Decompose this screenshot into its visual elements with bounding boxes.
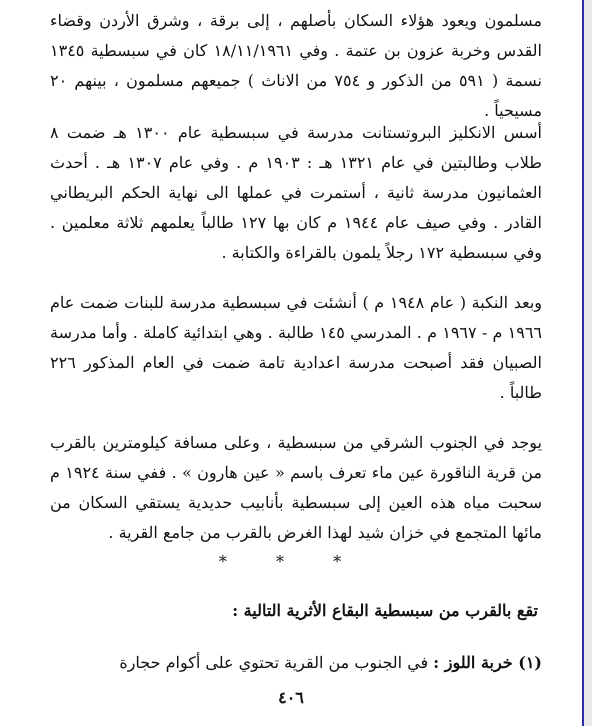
site-label: (١) خربة اللوز : bbox=[433, 653, 542, 672]
paragraph-schools-history: أسس الانكليز البروتستانت مدرسة في سبسطية عام ١٣٠٠ هـ ضمت ٨ طلاب وطالبتين في عام ١٣٢١ هـ : ١٩٠٣ م . وفي عام ١٣٠٧ هـ . أحدث العثمانيون مدرسة ثانية ، أستمرت في عملها الى نهاية الحكم البريطاني القادر . وفي صيف عام ١٩٤٤ م كان بها ١٢٧ طالباً يعلمهم ثلاثة معلمين . وفي سبسطية ١٧٢ رجلاً يلمون بالقراءة والكتابة . bbox=[50, 123, 543, 262]
site-description: في الجنوب من القرية تحتوي على أكوام حجارة bbox=[119, 653, 429, 672]
archaeological-sites-intro: تقع بالقرب من سبسطية البقاع الأثرية التالية : bbox=[232, 601, 538, 620]
paragraph-schools-after-nakba: وبعد النكبة ( عام ١٩٤٨ م ) أنشئت في سبسطية مدرسة للبنات ضمت عام ١٩٦٦ م - ١٩٦٧ م . المدرسي ١٤٥ طالبة . وهي ابتدائية كاملة . وأما مدرسة الصبيان فقد أصبحت مدرسة اعدادية تامة ضمت في العام المذكور ٢٢٦ طالباً . bbox=[50, 293, 542, 402]
paragraph-water-spring: يوجد في الجنوب الشرقي من سبسطية ، وعلى مسافة كيلومترين بالقرب من قرية الناقورة عين ماء تعرف باسم « عين هارون » . ففي سنة ١٩٢٤ م سحبت مياه هذه العين إلى سبسطية بأنابيب حديدية يستقي السكان من مائها المتجمع في خزان شيد لهذا الغرض بالقرب من جامع القرية . bbox=[50, 433, 543, 542]
section-separator: * * * bbox=[218, 552, 364, 571]
page-number: ٤٠٦ bbox=[278, 688, 304, 707]
archaeological-site-item bbox=[50, 648, 542, 678]
paragraph-population: مسلمون ويعود هؤلاء السكان بأصلهم ، إلى برقة ، وشرق الأردن وقضاء القدس وخربة عزون بن عتمة . وفي ١٨/١١/١٩٦١ كان في سبسطية ١٣٤٥ نسمة ( ٥٩١ من الذكور و ٧٥٤ من الاناث ) جميعهم مسلمون ، بينهم ٢٠ مسيحياً . bbox=[50, 11, 543, 120]
